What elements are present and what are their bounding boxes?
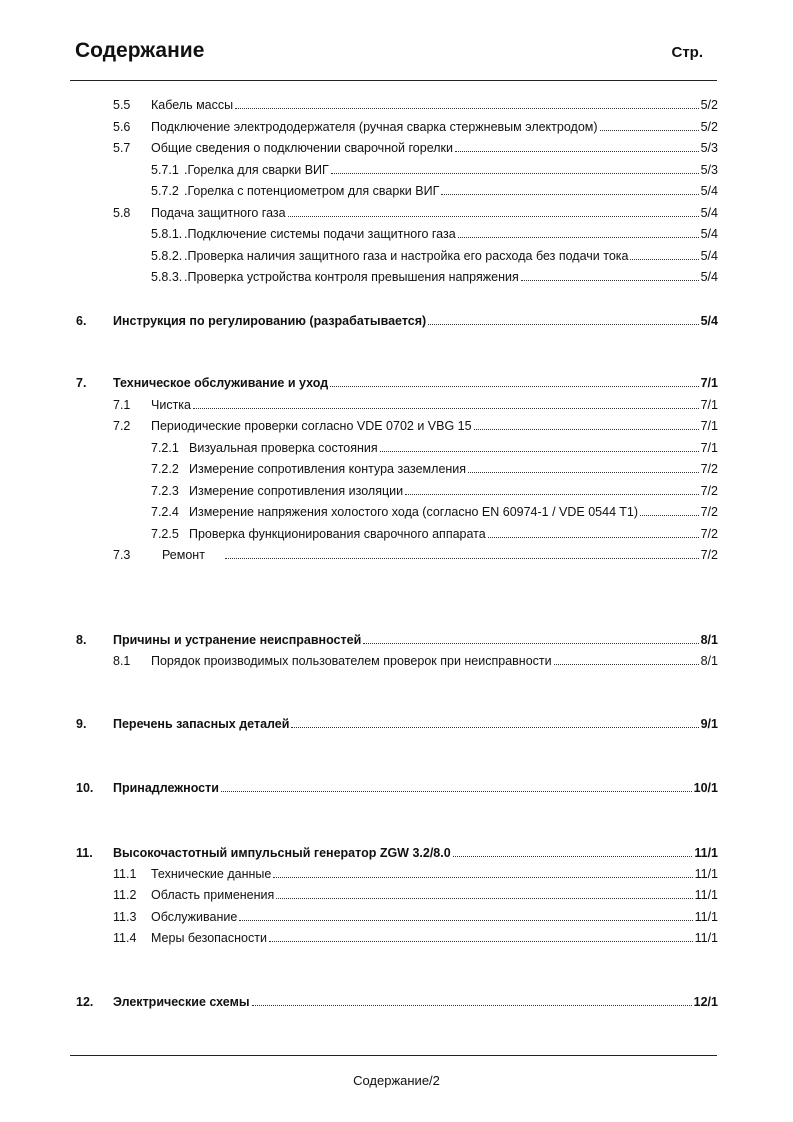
toc-entry-7-2-1[interactable] [70, 440, 718, 456]
toc-page: 11/1 [694, 888, 718, 902]
toc-entry-5-8-1[interactable] [70, 226, 718, 242]
toc-page: 7/1 [700, 441, 718, 455]
dot-leader [474, 429, 699, 430]
toc-title: Проверка функционирования сварочного аппарата [189, 527, 486, 541]
toc-title: Высокочастотный импульсный генератор ZGW 3.2/8.0 [113, 846, 451, 860]
toc-entry-5-7-1[interactable] [70, 162, 718, 178]
toc-page: 5/4 [700, 206, 718, 220]
toc-title: Измерение сопротивления изоляции [189, 484, 404, 498]
dot-leader [239, 920, 692, 921]
toc-title: Подача защитного газа [151, 206, 286, 220]
dot-leader [521, 280, 699, 281]
toc-number: 11.2 [113, 888, 137, 902]
toc-number: 10. [76, 781, 94, 795]
toc-number: 7.2.3 [151, 484, 179, 498]
toc-page: 12/1 [693, 995, 718, 1009]
toc-entry-10[interactable] [70, 780, 718, 796]
toc-page: 8/1 [700, 633, 718, 647]
toc-entry-7[interactable] [70, 375, 718, 391]
toc-number: 7.3 [113, 548, 131, 562]
toc-entry-6[interactable] [70, 313, 718, 329]
toc-entry-5-6[interactable] [70, 119, 718, 135]
dot-leader [291, 727, 698, 728]
toc-number: 7.2.4 [151, 505, 179, 519]
dot-leader [428, 324, 698, 325]
toc-number: 8. [76, 633, 87, 647]
toc-title: Обслуживание [151, 910, 238, 924]
toc-number: 7.2.2 [151, 462, 179, 476]
dot-leader [225, 558, 699, 559]
toc-number: 5.8.1. [151, 227, 183, 241]
dot-leader [276, 898, 692, 899]
toc-number: 7. [76, 376, 87, 390]
toc-entry-5-7-2[interactable] [70, 183, 718, 199]
toc-number: 9. [76, 717, 87, 731]
dot-leader [455, 151, 699, 152]
dot-leader [269, 941, 693, 942]
dot-leader [363, 643, 698, 644]
toc-number: 5.8.3. [151, 270, 183, 284]
toc-page: 5/3 [700, 163, 718, 177]
page-footer: Содержание/2 [353, 1073, 440, 1088]
toc-entry-11-3[interactable] [70, 909, 718, 925]
dot-leader [252, 1005, 692, 1006]
toc-number: 11. [76, 846, 93, 860]
toc-number: 7.2 [113, 419, 131, 433]
toc-entry-5-7[interactable] [70, 140, 718, 156]
toc-page: 7/1 [700, 419, 718, 433]
toc-page: 8/1 [700, 654, 718, 668]
toc-entry-7-2-5[interactable] [70, 526, 718, 542]
dot-leader [600, 130, 699, 131]
toc-entry-9[interactable] [70, 716, 718, 732]
toc-page: 7/1 [700, 398, 718, 412]
toc-page: 11/1 [694, 867, 718, 881]
dot-leader [405, 494, 699, 495]
toc-number: 5.7 [113, 141, 131, 155]
dot-leader [273, 877, 692, 878]
toc-entry-7-2[interactable] [70, 418, 718, 434]
toc-number: 5.7.1 [151, 163, 179, 177]
toc-number: 7.2.1 [151, 441, 179, 455]
toc-number: 5.7.2 [151, 184, 179, 198]
dot-leader [331, 173, 699, 174]
toc-entry-7-2-4[interactable] [70, 504, 718, 520]
toc-page: 7/1 [700, 376, 718, 390]
dot-leader [488, 537, 699, 538]
toc-page: 11/1 [694, 846, 718, 860]
dot-leader [441, 194, 698, 195]
toc-title: Область применения [151, 888, 275, 902]
toc-title: Подключение электрододержателя (ручная сварка стержневым электродом) [151, 120, 598, 134]
dot-leader [235, 108, 699, 109]
toc-page: 5/4 [700, 249, 718, 263]
toc-entry-7-2-2[interactable] [70, 461, 718, 477]
dot-leader [630, 259, 698, 260]
toc-entry-8[interactable] [70, 632, 718, 648]
toc-page: 5/3 [700, 141, 718, 155]
toc-page: 7/2 [700, 548, 718, 562]
toc-number: 12. [76, 995, 94, 1009]
header-divider [70, 80, 717, 81]
toc-number: 7.2.5 [151, 527, 179, 541]
toc-entry-7-1[interactable] [70, 397, 718, 413]
toc-entry-11[interactable] [70, 845, 718, 861]
toc-title: .Проверка устройства контроля превышения напряжения [184, 270, 519, 284]
toc-number: 7.1 [113, 398, 131, 412]
toc-title: Причины и устранение неисправностей [113, 633, 362, 647]
toc-page: 10/1 [693, 781, 718, 795]
toc-entry-7-3[interactable] [70, 547, 718, 563]
toc-title: Меры безопасности [151, 931, 267, 945]
toc-page: 5/4 [700, 270, 718, 284]
dot-leader [640, 515, 699, 516]
toc-number: 11.1 [113, 867, 137, 881]
toc-entry-5-8-2[interactable] [70, 248, 718, 264]
toc-page: 7/2 [700, 484, 718, 498]
toc-title: .Подключение системы подачи защитного газа [184, 227, 456, 241]
toc-title: Технические данные [151, 867, 272, 881]
toc-page: 5/2 [700, 120, 718, 134]
dot-leader [554, 664, 699, 665]
toc-number: 11.4 [113, 931, 137, 945]
toc-title: Чистка [151, 398, 191, 412]
toc-title: Техническое обслуживание и уход [113, 376, 329, 390]
dot-leader [330, 386, 698, 387]
toc-title: .Горелка для сварки ВИГ [184, 163, 329, 177]
toc-entry-7-2-3[interactable] [70, 483, 718, 499]
toc-entry-5-8-3[interactable] [70, 269, 718, 285]
page-title: Содержание [75, 39, 205, 62]
dot-leader [288, 216, 699, 217]
toc-entry-8-1[interactable] [70, 653, 718, 669]
toc-title: Периодические проверки согласно VDE 0702 и VBG 15 [151, 419, 472, 433]
toc-page: 5/4 [700, 227, 718, 241]
toc-page: 5/4 [700, 314, 718, 328]
toc-page: 7/2 [700, 505, 718, 519]
toc-title: .Горелка с потенциометром для сварки ВИГ [184, 184, 440, 198]
toc-entry-12[interactable] [70, 994, 718, 1010]
toc-entry-11-4[interactable] [70, 930, 718, 946]
dot-leader [453, 856, 693, 857]
toc-title: Измерение напряжения холостого хода (согласно EN 60974-1 / VDE 0544 T1) [189, 505, 639, 519]
toc-page: 5/2 [700, 98, 718, 112]
toc-title: Визуальная проверка состояния [189, 441, 378, 455]
dot-leader [193, 408, 699, 409]
toc-page: 11/1 [694, 910, 718, 924]
toc-title: Общие сведения о подключении сварочной горелки [151, 141, 453, 155]
toc-entry-11-1[interactable] [70, 866, 718, 882]
toc-page: 9/1 [700, 717, 718, 731]
toc-title: Порядок производимых пользователем проверок при неисправности [151, 654, 552, 668]
toc-title: Кабель массы [151, 98, 234, 112]
toc-page: 7/2 [700, 462, 718, 476]
dot-leader [221, 791, 692, 792]
toc-number: 5.6 [113, 120, 131, 134]
toc-entry-11-2[interactable] [70, 887, 718, 903]
toc-page: 11/1 [694, 931, 718, 945]
toc-title: Электрические схемы [113, 995, 250, 1009]
toc-title: Принадлежности [113, 781, 219, 795]
dot-leader [468, 472, 699, 473]
toc-number: 6. [76, 314, 87, 328]
page-column-label: Стр. [671, 44, 703, 61]
toc-entry-5-8[interactable] [70, 205, 718, 221]
toc-title: Измерение сопротивления контура заземления [189, 462, 467, 476]
dot-leader [458, 237, 699, 238]
toc-title: Перечень запасных деталей [113, 717, 290, 731]
dot-leader [380, 451, 699, 452]
toc-entry-5-5[interactable] [70, 97, 718, 113]
toc-number: 5.5 [113, 98, 131, 112]
toc-title: .Проверка наличия защитного газа и настройка его расхода без подачи тока [184, 249, 629, 263]
toc-title: Инструкция по регулированию (разрабатывается) [113, 314, 427, 328]
toc-page: 5/4 [700, 184, 718, 198]
toc-number: 5.8 [113, 206, 131, 220]
toc-number: 11.3 [113, 910, 137, 924]
footer-divider [70, 1055, 717, 1056]
toc-number: 5.8.2. [151, 249, 183, 263]
toc-title: Ремонт [162, 548, 205, 562]
toc-number: 8.1 [113, 654, 131, 668]
toc-page: 7/2 [700, 527, 718, 541]
